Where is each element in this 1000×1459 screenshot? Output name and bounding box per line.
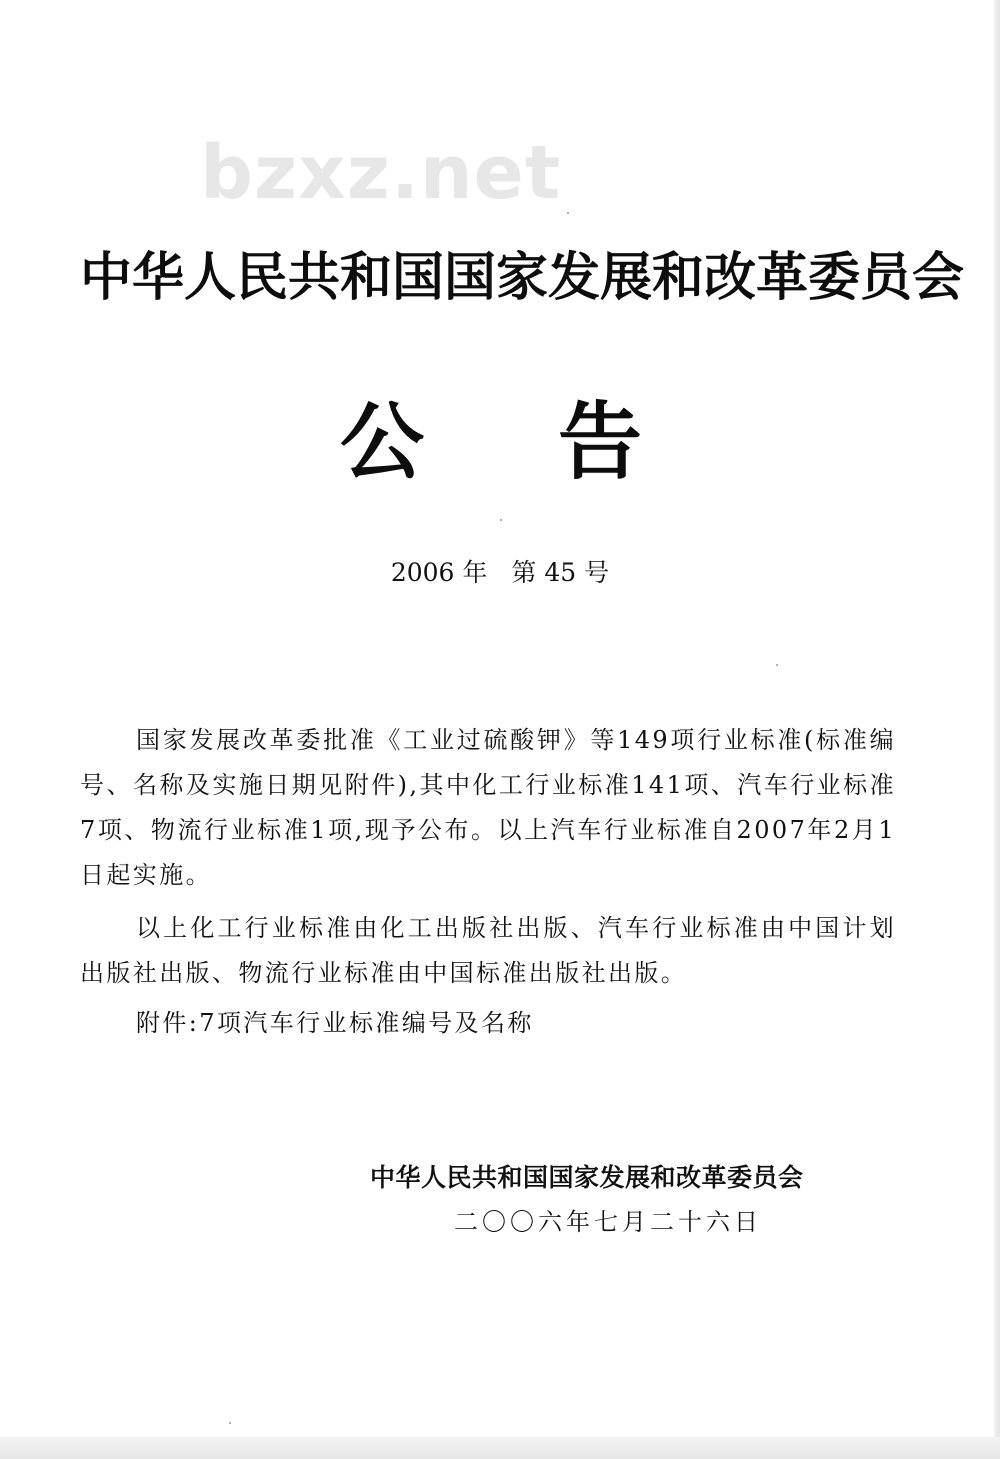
scan-speck [567,212,569,214]
document-type-char-2: 告 [558,393,643,491]
scan-speck [500,519,502,521]
issue-date: 二〇〇六年七月二十六日 [454,1208,762,1236]
document-year: 2006 年 [390,558,488,587]
scan-speck [776,664,778,666]
page-edge-right [994,0,1000,1459]
document-type-heading [330,392,670,492]
document-number [300,556,700,590]
body-paragraph-attachment: 附件:7项汽车行业标准编号及名称 [136,1009,534,1037]
watermark-logo: bzxz.net [200,130,562,216]
body-paragraph-publishers: 以上化工行业标准由化工出版社出版、汽车行业标准由中国计划出版社出版、物流行业标准由中国标准出版社出版。 [80,914,896,987]
page-edge-bottom [0,1437,1000,1459]
scan-speck [229,1422,231,1424]
issuer-signature: 中华人民共和国国家发展和改革委员会 [370,1163,804,1192]
agency-title: 中华人民共和国国家发展和改革委员会 [80,248,965,308]
document-issue-number: 第 45 号 [511,558,610,587]
document-type-char-1: 公 [340,393,425,491]
body-paragraph-announcement: 国家发展改革委批准《工业过硫酸钾》等149项行业标准(标准编号、名称及实施日期见附件),其中化工行业标准141项、汽车行业标准7项、物流行业标准1项,现予公布。以上汽车行业标准自2007年2月1日起实施。 [80,726,896,889]
